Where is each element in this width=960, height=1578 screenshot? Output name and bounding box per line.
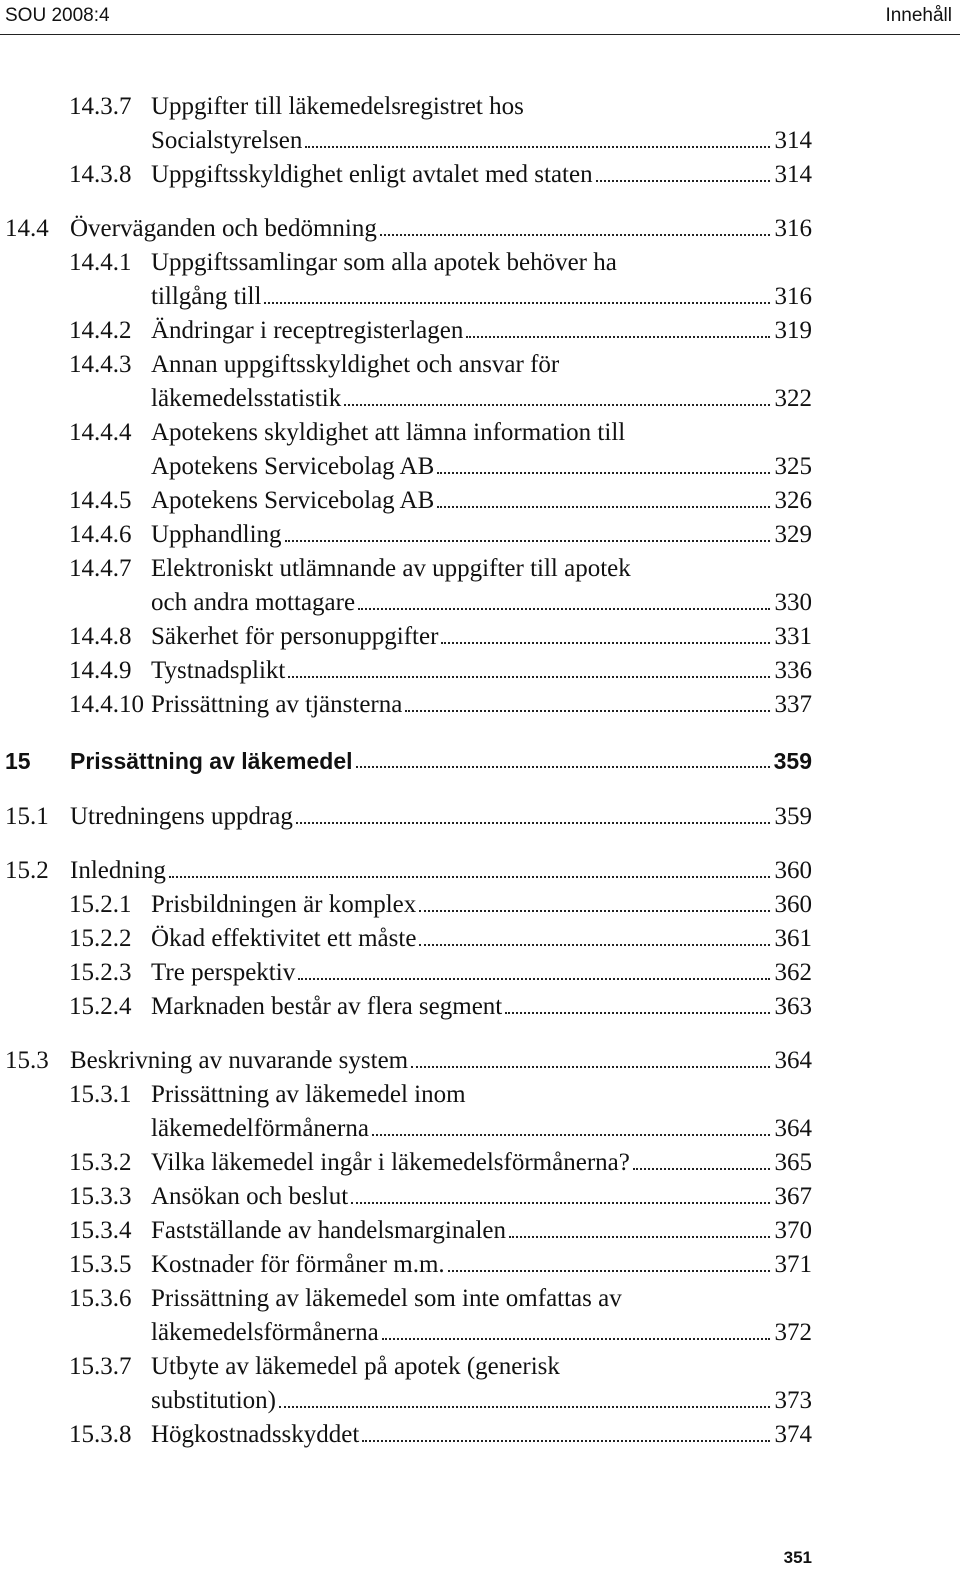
dot-leader bbox=[405, 710, 770, 712]
dot-leader bbox=[411, 1066, 770, 1068]
entry-title: Elektroniskt utlämnande av uppgifter till apotek bbox=[151, 552, 634, 586]
entry-page: 359 bbox=[770, 744, 812, 778]
entry-page: 331 bbox=[771, 620, 813, 654]
toc-entry-line bbox=[0, 1214, 960, 1248]
entry-number: 15.2 bbox=[5, 857, 49, 884]
dot-leader bbox=[448, 1270, 770, 1272]
toc-entry-line bbox=[0, 1044, 960, 1078]
entry-page: 364 bbox=[771, 1044, 813, 1078]
entry-number: 15.2.4 bbox=[69, 993, 132, 1020]
entry-page: 365 bbox=[771, 1146, 813, 1180]
entry-page: 367 bbox=[771, 1180, 813, 1214]
toc-entry-line bbox=[0, 1316, 960, 1350]
entry-title: Prissättning av läkemedel bbox=[70, 744, 356, 778]
entry-page: 314 bbox=[771, 158, 813, 192]
entry-page: 363 bbox=[771, 990, 813, 1024]
entry-number: 15.3.4 bbox=[69, 1217, 132, 1244]
dot-leader bbox=[466, 336, 770, 338]
toc-entry-line bbox=[0, 854, 960, 888]
entry-page: 325 bbox=[771, 450, 813, 484]
entry-page: 374 bbox=[771, 1418, 813, 1452]
toc-entry-line bbox=[0, 484, 960, 518]
toc-entry-line bbox=[0, 1180, 960, 1214]
entry-page: 360 bbox=[771, 854, 813, 888]
entry-page: 316 bbox=[771, 212, 813, 246]
entry-number: 14.4.9 bbox=[69, 657, 132, 684]
dot-leader bbox=[264, 302, 770, 304]
entry-page: 326 bbox=[771, 484, 813, 518]
entry-title: Säkerhet för personuppgifter bbox=[151, 620, 441, 654]
entry-title: Annan uppgiftsskyldighet och ansvar för bbox=[151, 348, 562, 382]
entry-page: 330 bbox=[771, 586, 813, 620]
entry-number: 15.3.8 bbox=[69, 1421, 132, 1448]
dot-leader bbox=[419, 944, 770, 946]
toc-entry-line bbox=[0, 688, 960, 722]
entry-title: Apotekens skyldighet att lämna information till bbox=[151, 416, 628, 450]
entry-title: Prissättning av läkemedel inom bbox=[151, 1078, 469, 1112]
entry-title: Överväganden och bedömning bbox=[70, 212, 380, 246]
entry-number: 15.3.5 bbox=[69, 1251, 132, 1278]
dot-leader bbox=[505, 1012, 770, 1014]
entry-number: 15.3.7 bbox=[69, 1353, 132, 1380]
toc-entry-line bbox=[0, 552, 960, 586]
dot-leader bbox=[298, 978, 770, 980]
page-number: 351 bbox=[783, 1548, 812, 1567]
entry-title: Ansökan och beslut bbox=[151, 1180, 351, 1214]
entry-title: Tre perspektiv bbox=[151, 956, 298, 990]
entry-title: Fastställande av handelsmarginalen bbox=[151, 1214, 509, 1248]
dot-leader bbox=[437, 506, 770, 508]
toc-entry-line bbox=[0, 314, 960, 348]
entry-page: 362 bbox=[771, 956, 813, 990]
entry-title: Kostnader för förmåner m.m. bbox=[151, 1248, 448, 1282]
entry-title: Apotekens Servicebolag AB bbox=[151, 450, 437, 484]
toc-entry-line bbox=[0, 246, 960, 280]
report-number: SOU 2008:4 bbox=[5, 5, 110, 26]
toc-entry-line bbox=[0, 416, 960, 450]
toc-entry-line bbox=[0, 1350, 960, 1384]
entry-title: Apotekens Servicebolag AB bbox=[151, 484, 437, 518]
entry-title: substitution) bbox=[151, 1384, 279, 1418]
section-label: Innehåll bbox=[885, 5, 952, 26]
entry-number: 14.4.8 bbox=[69, 623, 132, 650]
entry-title: Beskrivning av nuvarande system bbox=[70, 1044, 411, 1078]
toc-entry-line bbox=[0, 922, 960, 956]
entry-number: 15.3.2 bbox=[69, 1149, 132, 1176]
toc-entry-line bbox=[0, 654, 960, 688]
dot-leader bbox=[169, 876, 770, 878]
entry-title: Prisbildningen är komplex bbox=[151, 888, 419, 922]
entry-title: Socialstyrelsen bbox=[151, 124, 305, 158]
toc-entry-line bbox=[0, 90, 960, 124]
toc-entry-line bbox=[0, 280, 960, 314]
dot-leader bbox=[419, 910, 770, 912]
toc-entry-line bbox=[0, 1282, 960, 1316]
entry-page: 372 bbox=[771, 1316, 813, 1350]
entry-number: 15.2.1 bbox=[69, 891, 132, 918]
dot-leader bbox=[279, 1406, 770, 1408]
entry-title: Uppgifter till läkemedelsregistret hos bbox=[151, 90, 527, 124]
entry-number: 15.3 bbox=[5, 1047, 49, 1074]
toc-entry-line bbox=[0, 1078, 960, 1112]
entry-page: 371 bbox=[771, 1248, 813, 1282]
toc-entry-line bbox=[0, 586, 960, 620]
toc-entry-line bbox=[0, 888, 960, 922]
entry-number: 14.4.3 bbox=[69, 351, 132, 378]
toc-entry-line bbox=[0, 1146, 960, 1180]
entry-number: 14.4.4 bbox=[69, 419, 132, 446]
toc-entry-line bbox=[0, 800, 960, 834]
entry-number: 14.4.2 bbox=[69, 317, 132, 344]
entry-page: 361 bbox=[771, 922, 813, 956]
dot-leader bbox=[382, 1338, 770, 1340]
entry-title: Uppgiftssamlingar som alla apotek behöver ha bbox=[151, 246, 620, 280]
dot-leader bbox=[358, 608, 770, 610]
entry-number: 15.2.3 bbox=[69, 959, 132, 986]
entry-page: 360 bbox=[771, 888, 813, 922]
entry-number: 15.3.6 bbox=[69, 1285, 132, 1312]
entry-title: Vilka läkemedel ingår i läkemedelsförmånerna? bbox=[151, 1146, 633, 1180]
toc-entry-line bbox=[0, 382, 960, 416]
entry-number: 14.3.8 bbox=[69, 161, 132, 188]
dot-leader bbox=[596, 180, 770, 182]
dot-leader bbox=[285, 540, 770, 542]
dot-leader bbox=[633, 1168, 770, 1170]
entry-page: 373 bbox=[771, 1384, 813, 1418]
entry-title: Utbyte av läkemedel på apotek (generisk bbox=[151, 1350, 563, 1384]
entry-page: 336 bbox=[771, 654, 813, 688]
toc-entry-line bbox=[0, 1418, 960, 1452]
entry-number: 14.4.10 bbox=[69, 691, 144, 718]
entry-page: 364 bbox=[771, 1112, 813, 1146]
dot-leader bbox=[509, 1236, 770, 1238]
dot-leader bbox=[356, 766, 770, 768]
toc-entry-line bbox=[0, 744, 960, 778]
toc-entry-line bbox=[0, 1248, 960, 1282]
toc-entry-line bbox=[0, 158, 960, 192]
toc-entry-line bbox=[0, 956, 960, 990]
entry-number: 15.1 bbox=[5, 803, 49, 830]
dot-leader bbox=[437, 472, 770, 474]
entry-title: läkemedelförmånerna bbox=[151, 1112, 372, 1146]
entry-title: Marknaden består av flera segment bbox=[151, 990, 505, 1024]
entry-title: tillgång till bbox=[151, 280, 264, 314]
entry-title: Uppgiftsskyldighet enligt avtalet med staten bbox=[151, 158, 596, 192]
dot-leader bbox=[351, 1202, 770, 1204]
entry-number: 14.4.6 bbox=[69, 521, 132, 548]
dot-leader bbox=[380, 234, 770, 236]
entry-title: läkemedelsförmånerna bbox=[151, 1316, 382, 1350]
entry-title: Upphandling bbox=[151, 518, 285, 552]
entry-title: Prissättning av läkemedel som inte omfattas av bbox=[151, 1282, 625, 1316]
entry-number: 15 bbox=[5, 748, 31, 774]
toc-entry-line bbox=[0, 212, 960, 246]
entry-title: Prissättning av tjänsterna bbox=[151, 688, 405, 722]
entry-title: Utredningens uppdrag bbox=[70, 800, 296, 834]
dot-leader bbox=[441, 642, 770, 644]
entry-page: 329 bbox=[771, 518, 813, 552]
entry-title: Högkostnadsskyddet bbox=[151, 1418, 362, 1452]
entry-number: 14.4.1 bbox=[69, 249, 132, 276]
entry-number: 14.4.7 bbox=[69, 555, 132, 582]
entry-page: 322 bbox=[771, 382, 813, 416]
toc-entry-line bbox=[0, 450, 960, 484]
entry-title: Tystnadsplikt bbox=[151, 654, 288, 688]
entry-page: 359 bbox=[771, 800, 813, 834]
entry-title: läkemedelsstatistik bbox=[151, 382, 344, 416]
toc-entry-line bbox=[0, 620, 960, 654]
entry-page: 370 bbox=[771, 1214, 813, 1248]
entry-title: Ändringar i receptregisterlagen bbox=[151, 314, 466, 348]
entry-number: 15.2.2 bbox=[69, 925, 132, 952]
toc-entry-line bbox=[0, 990, 960, 1024]
entry-title: Ökad effektivitet ett måste bbox=[151, 922, 419, 956]
dot-leader bbox=[372, 1134, 770, 1136]
toc-entry-line bbox=[0, 348, 960, 382]
entry-number: 14.3.7 bbox=[69, 93, 132, 120]
toc-entry-line bbox=[0, 1384, 960, 1418]
entry-page: 319 bbox=[771, 314, 813, 348]
entry-page: 337 bbox=[771, 688, 813, 722]
toc-entry-line bbox=[0, 518, 960, 552]
dot-leader bbox=[362, 1440, 770, 1442]
dot-leader bbox=[305, 146, 770, 148]
dot-leader bbox=[344, 404, 770, 406]
entry-number: 15.3.1 bbox=[69, 1081, 132, 1108]
dot-leader bbox=[288, 676, 770, 678]
entry-page: 314 bbox=[771, 124, 813, 158]
entry-title: och andra mottagare bbox=[151, 586, 358, 620]
entry-number: 15.3.3 bbox=[69, 1183, 132, 1210]
entry-page: 316 bbox=[771, 280, 813, 314]
entry-title: Inledning bbox=[70, 854, 169, 888]
toc-entry-line bbox=[0, 124, 960, 158]
entry-number: 14.4 bbox=[5, 215, 49, 242]
entry-number: 14.4.5 bbox=[69, 487, 132, 514]
dot-leader bbox=[296, 822, 770, 824]
toc-entry-line bbox=[0, 1112, 960, 1146]
